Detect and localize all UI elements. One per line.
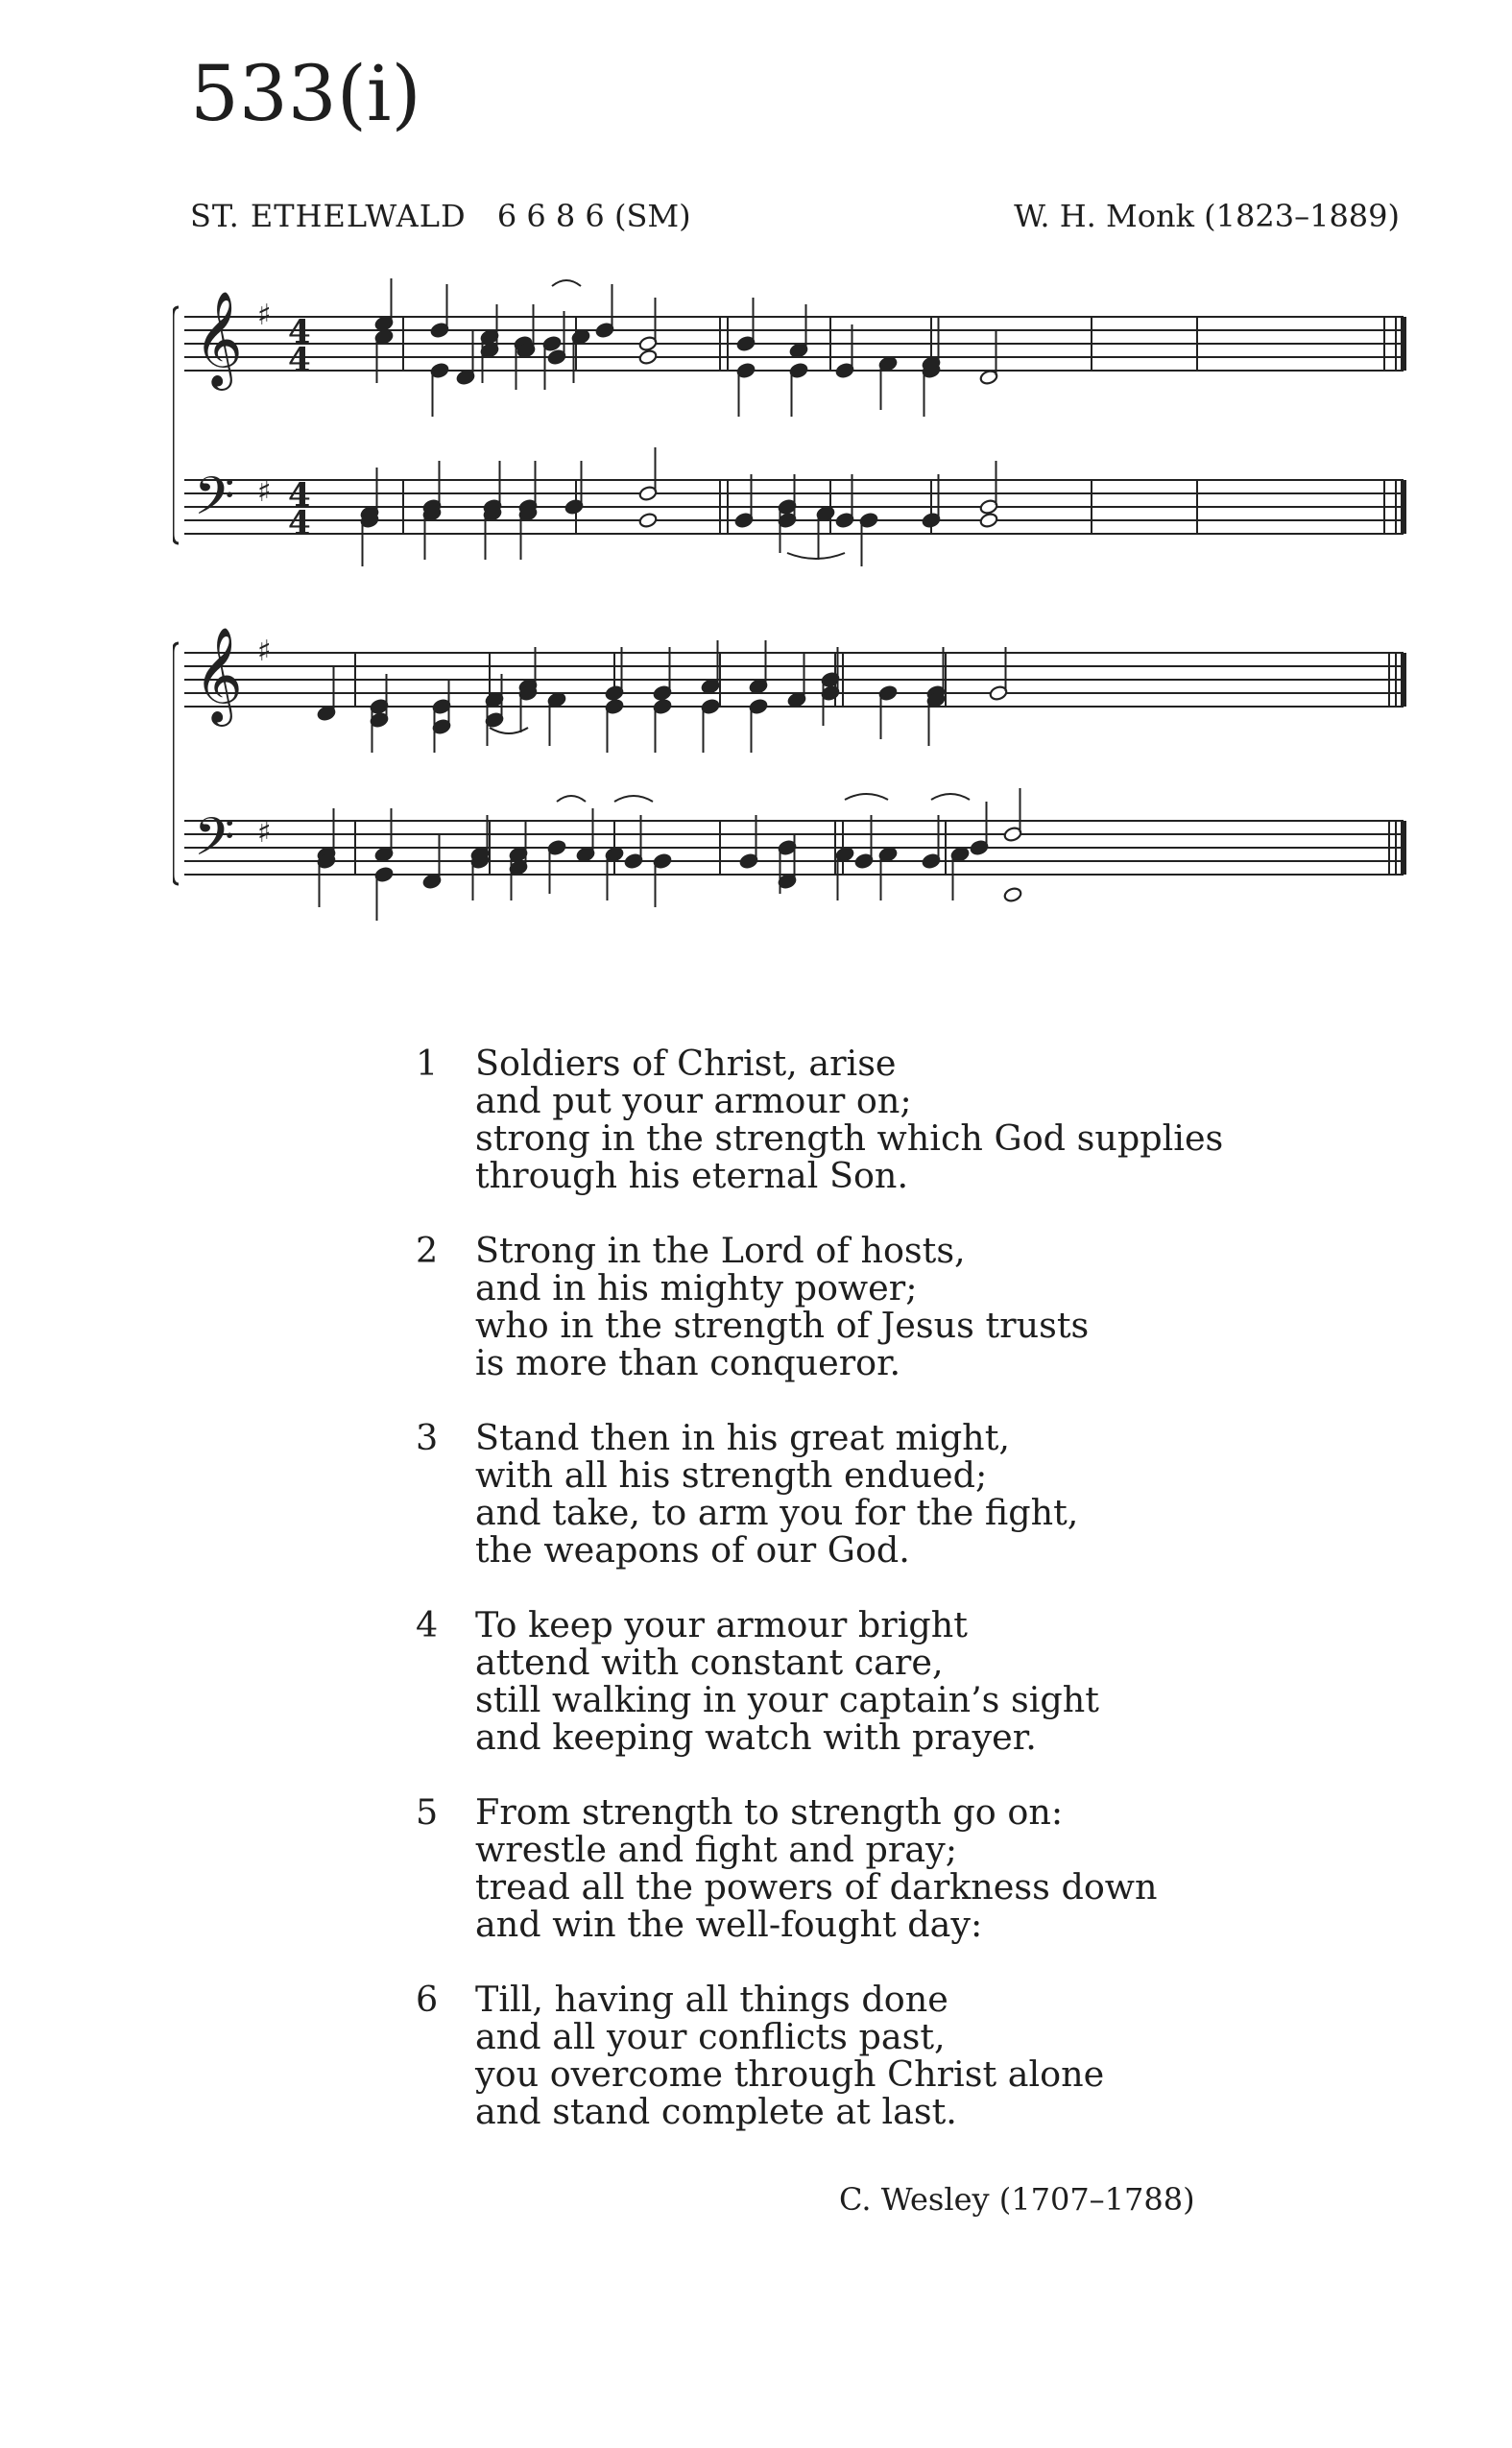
- verse-line: the weapons of our God.: [475, 1529, 910, 1571]
- music-score: [173, 278, 1411, 1012]
- verse-line: Stand then in his great might,: [475, 1417, 1010, 1458]
- verse-line: you overcome through Christ alone: [475, 2053, 1105, 2095]
- verse-line: and win the well-fought day:: [475, 1904, 983, 1945]
- system-bracket: [173, 307, 179, 543]
- verse-line: From strength to strength go on:: [475, 1791, 1064, 1833]
- treble-clef-icon: 𝄞: [194, 291, 243, 387]
- verse-line: still walking in your captain’s sight: [475, 1679, 1099, 1720]
- time-signature-bottom: 4: [288, 504, 311, 542]
- verse: [403, 1044, 1223, 1194]
- time-signature-top: 4: [288, 476, 311, 515]
- verse-number: 3: [416, 1417, 439, 1458]
- verse: [403, 1419, 1223, 1569]
- tune-name: ST. ETHELWALD: [190, 198, 467, 234]
- slur: [490, 728, 528, 733]
- verse-line: who in the strength of Jesus trusts: [475, 1305, 1090, 1346]
- bass-clef-icon: 𝄢: [194, 806, 235, 880]
- sharp-icon: ♯: [257, 475, 272, 509]
- slur: [557, 796, 586, 802]
- verse-line: attend with constant care,: [475, 1642, 944, 1683]
- note-head: [638, 348, 658, 365]
- treble-clef-icon: 𝄞: [194, 627, 243, 723]
- verse-line: wrestle and fight and pray;: [475, 1829, 958, 1870]
- verse-lines: [475, 1232, 1089, 1381]
- music-score-svg: [173, 278, 1411, 1008]
- meter: 6 6 8 6 (SM): [496, 198, 691, 234]
- verse-line: and keeping watch with prayer.: [475, 1716, 1037, 1758]
- sharp-icon: ♯: [257, 299, 272, 332]
- verse-line: through his eternal Son.: [475, 1155, 909, 1196]
- note-head: [1003, 886, 1022, 902]
- verse-line: Strong in the Lord of hosts,: [475, 1230, 966, 1271]
- hymn-number: 533(i): [190, 49, 421, 138]
- verse-lines: [475, 1793, 1158, 1943]
- time-signature-bottom: 4: [288, 341, 311, 379]
- note-head: [638, 512, 658, 528]
- verse: [403, 1232, 1223, 1381]
- verse-line: and put your armour on;: [475, 1080, 912, 1121]
- sharp-icon: ♯: [257, 816, 272, 850]
- verse-number: 4: [416, 1604, 439, 1645]
- system-bracket: [173, 643, 179, 884]
- slur: [787, 553, 845, 559]
- composer: W. H. Monk (1823–1889): [1014, 198, 1400, 234]
- verses: [403, 1044, 1223, 2168]
- verse-line: strong in the strength which God supplies: [475, 1117, 1224, 1159]
- verse-line: To keep your armour bright: [475, 1604, 968, 1645]
- verse-number: 2: [416, 1230, 439, 1271]
- verse-lines: [475, 1606, 1099, 1756]
- tune-line: [190, 198, 1400, 234]
- sharp-icon: ♯: [257, 635, 272, 668]
- verse-number: 6: [416, 1979, 439, 2020]
- verse-line: Till, having all things done: [475, 1979, 948, 2020]
- verse-line: Soldiers of Christ, arise: [475, 1043, 897, 1084]
- bass-clef-icon: 𝄢: [194, 466, 235, 540]
- verse-line: tread all the powers of darkness down: [475, 1866, 1158, 1908]
- verse-line: and stand complete at last.: [475, 2091, 957, 2132]
- verse-lines: [475, 1419, 1078, 1569]
- author-credit: C. Wesley (1707–1788): [839, 2181, 1195, 2218]
- verse-line: and all your conflicts past,: [475, 2016, 946, 2057]
- verse-line: is more than conqueror.: [475, 1342, 901, 1383]
- slur: [931, 794, 970, 800]
- verse: [403, 1606, 1223, 1756]
- verse-line: and in his mighty power;: [475, 1267, 918, 1308]
- verse: [403, 1980, 1223, 2130]
- note-head: [979, 512, 998, 528]
- slur: [552, 280, 581, 286]
- verse-lines: [475, 1044, 1223, 1194]
- time-signature-top: 4: [288, 313, 311, 351]
- verse-number: 5: [416, 1791, 439, 1833]
- verse: [403, 1793, 1223, 1943]
- slur: [845, 794, 888, 800]
- slur: [614, 796, 653, 802]
- verse-line: and take, to arm you for the fight,: [475, 1492, 1079, 1533]
- verse-line: with all his strength endued;: [475, 1454, 988, 1496]
- verse-number: 1: [416, 1043, 439, 1084]
- verse-lines: [475, 1980, 1104, 2130]
